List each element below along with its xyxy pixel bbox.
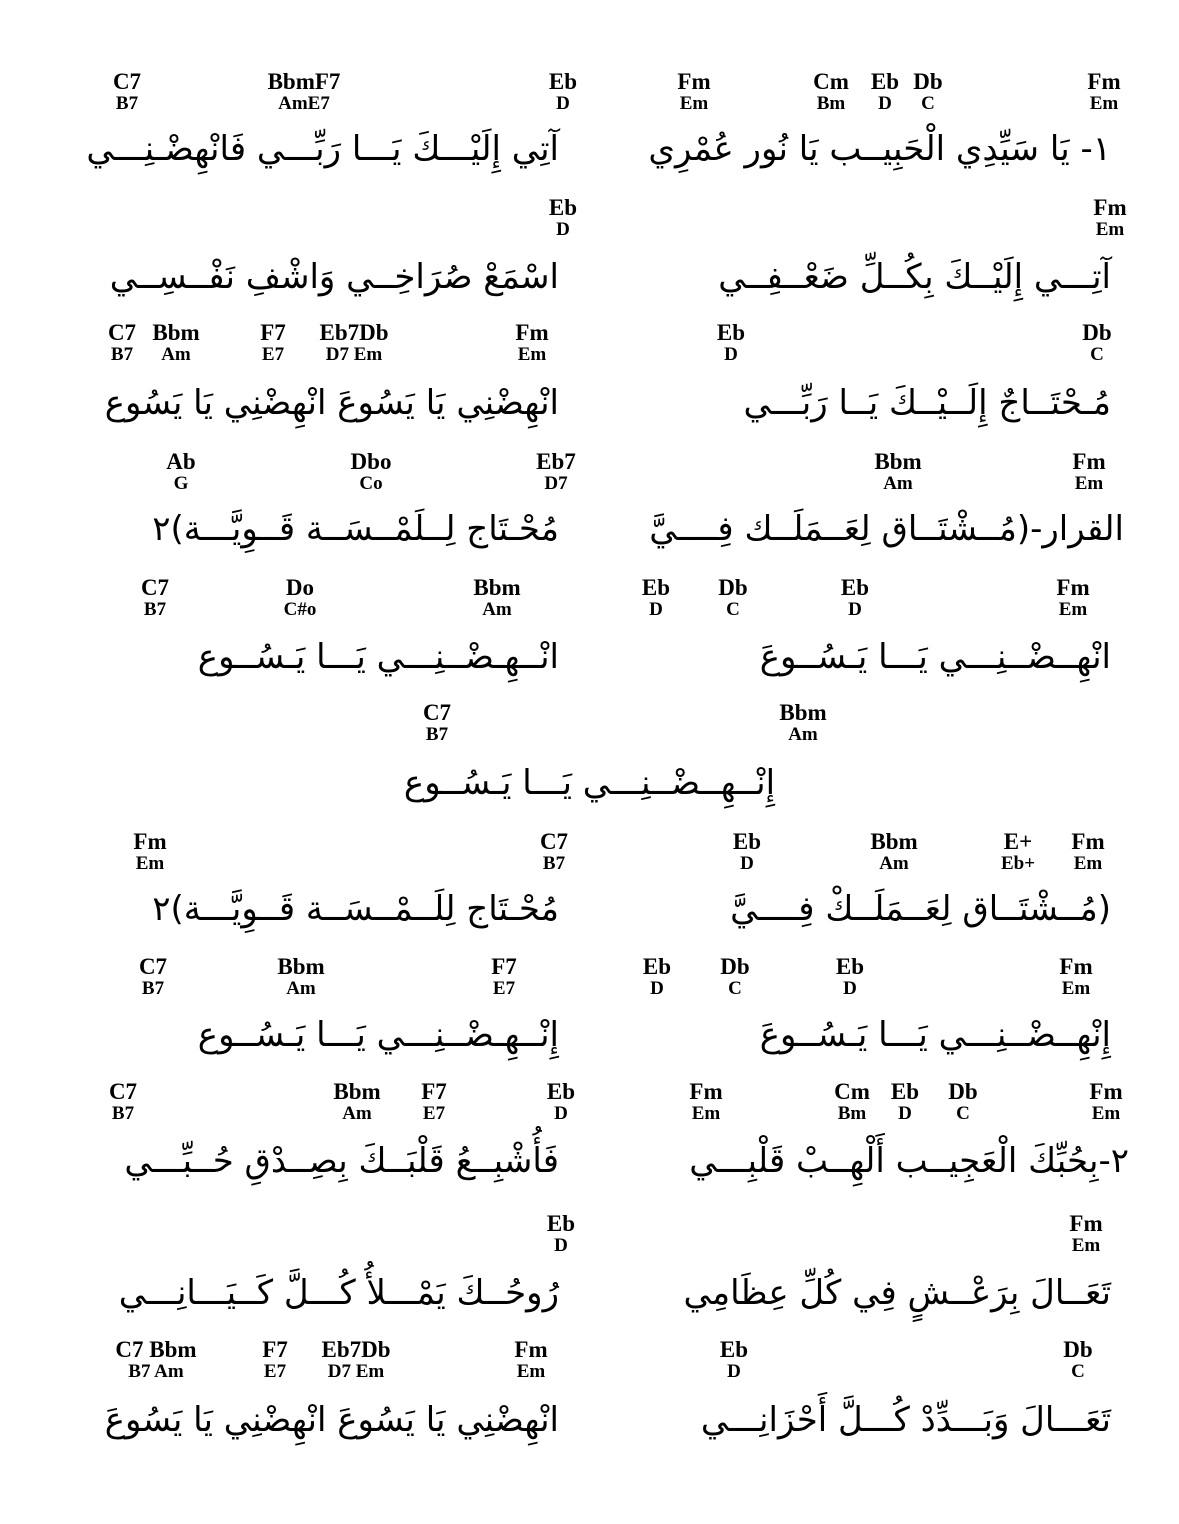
chord-transposed: D <box>740 853 754 874</box>
chord-name: C7 <box>112 69 142 94</box>
lyric-line-right: تَعَـــالَ وَبَـــدِّدْ كُـــلَّ أَحْزَانِـــي <box>700 1400 1111 1440</box>
chord-transposed: D <box>848 599 862 620</box>
chord-transposed: Em <box>1071 1235 1101 1256</box>
chord <box>1069 1212 1102 1255</box>
chord-name: Ab <box>166 449 196 474</box>
chord <box>733 830 761 873</box>
chord-name: Bbm <box>870 829 918 854</box>
chord-transposed: Em <box>517 344 547 365</box>
chord <box>1082 321 1111 364</box>
chord-transposed: D <box>724 344 738 365</box>
chord-name: C7 <box>138 954 168 979</box>
chord <box>141 576 169 619</box>
chord-name: Dbo <box>350 449 392 474</box>
chord-name: C7 <box>108 1079 138 1104</box>
lyric-line-left: إِنْــهِـضْــنِـــي يَـــا يَـسُــوع <box>197 1015 559 1055</box>
chord-transposed: D <box>650 978 664 999</box>
chord <box>166 450 195 493</box>
chord <box>284 576 317 619</box>
chord <box>643 955 671 998</box>
chord-name: Eb7Db <box>319 320 389 345</box>
chord <box>514 1338 547 1381</box>
chord <box>139 955 167 998</box>
chord <box>718 576 747 619</box>
chord-transposed: D <box>649 599 663 620</box>
chord-name: Eb7Db <box>321 1337 391 1362</box>
chord-name: Eb <box>719 1337 749 1362</box>
chord <box>262 1338 288 1381</box>
chord-name: Fm <box>1093 195 1127 220</box>
chord-transposed: D7 Em <box>327 1361 385 1382</box>
chord <box>133 830 166 873</box>
chord <box>536 450 576 493</box>
chord <box>109 1080 137 1123</box>
lyric-line-left: آتِي إِلَيْـــكَ يَـــا رَبِّـــي فَانْهِضْـنِـــي <box>86 129 559 169</box>
lyric-line-right: (مُــشْتَــاق لِعَــمَلَــكْ فِــــيَّ <box>730 889 1111 929</box>
chord <box>1089 1080 1122 1123</box>
chord-name: Fm <box>1071 829 1105 854</box>
chord-transposed: Bm <box>816 93 846 114</box>
chord-transposed: D <box>554 1103 568 1124</box>
chord-transposed: Em <box>1073 853 1103 874</box>
chord-name: Eb <box>548 195 578 220</box>
chord-transposed: Am <box>161 344 191 365</box>
chord <box>277 955 324 998</box>
chord-name: F7 <box>491 954 517 979</box>
chord <box>642 576 670 619</box>
lyric-line-left: رُوحُــكَ يَمْـــلأُ كُـــلَّ كَــيَـــانِـــي <box>118 1273 559 1313</box>
chord-transposed: Eb+ <box>1000 853 1036 874</box>
lyric-line-right: انْهِــضْــنِـــي يَـــا يَـسُــوعَ <box>759 637 1111 677</box>
chord <box>677 70 710 113</box>
chord-name: C7 Bbm <box>115 1337 197 1362</box>
chord-transposed: Am <box>286 978 316 999</box>
lyric-line-left: اسْمَعْ صُرَاخِــي وَاشْفِ نَفْــسِــي <box>109 257 559 297</box>
chord-name: Db <box>913 69 943 94</box>
chord-name: Eb <box>642 954 672 979</box>
lyric-line-center: إِنْــهِــضْــنِـــي يَـــا يَـسُــوع <box>403 763 776 803</box>
chord <box>841 576 869 619</box>
chord <box>515 321 548 364</box>
chord <box>1063 1338 1092 1381</box>
chord-transposed: D7 Em <box>325 344 383 365</box>
chord-transposed: D <box>556 219 570 240</box>
chord-name: Bbm <box>779 700 827 725</box>
chord-transposed: E7 <box>261 344 285 365</box>
chord-transposed: AmE7 <box>278 93 330 114</box>
chord-name: Bbm <box>473 575 521 600</box>
chord-name: Eb <box>890 1079 920 1104</box>
chord-transposed: G <box>173 473 189 494</box>
chord <box>836 955 864 998</box>
chord-name: Fm <box>1087 69 1121 94</box>
chord-transposed: B7 <box>141 978 165 999</box>
chord <box>421 1080 447 1123</box>
chord-name: Eb <box>870 69 900 94</box>
chord <box>260 321 286 364</box>
lyric-line-right: ١- يَا سَيِّدِي الْحَبِيــب يَا نُور عُمْرِي <box>648 129 1111 169</box>
chord-transposed: D <box>554 1235 568 1256</box>
chord <box>1056 576 1089 619</box>
chord-transposed: Am <box>482 599 512 620</box>
chord-name: Bbm <box>874 449 922 474</box>
chord <box>549 70 577 113</box>
chord-name: F7 <box>260 320 286 345</box>
chord-transposed: E7 <box>263 1361 287 1382</box>
chord-transposed: C <box>726 599 740 620</box>
chord-transposed: C <box>1090 344 1104 365</box>
chord-name: Eb <box>546 1079 576 1104</box>
chord <box>913 70 942 113</box>
chord-name: Fm <box>1089 1079 1123 1104</box>
chord-transposed: D <box>843 978 857 999</box>
lyric-line-right: ٢-بِحُبِّكَ الْعَجِيــب أَلْهِــبْ قَلْبِـــي <box>689 1141 1129 1181</box>
chord <box>720 955 749 998</box>
lyric-line-right: آتِـــي إِلَيْــكَ بِكُــلِّ ضَعْــفِــي <box>718 257 1111 297</box>
chord <box>321 1338 390 1381</box>
lyric-line-right: تَعَــالَ بِرَعْــشٍ فِي كُلِّ عِظَامِي <box>683 1273 1111 1313</box>
chord <box>948 1080 977 1123</box>
chord-name: Fm <box>133 829 167 854</box>
chord <box>717 321 745 364</box>
chord <box>689 1080 722 1123</box>
chord <box>549 196 577 239</box>
chord <box>473 576 520 619</box>
chord-name: Eb <box>546 1211 576 1236</box>
chord-name: Fm <box>515 320 549 345</box>
chord <box>1072 450 1105 493</box>
chord-name: Bbm <box>277 954 325 979</box>
chord-transposed: Co <box>359 473 383 494</box>
chord <box>1093 196 1126 239</box>
chord-transposed: D7 <box>544 473 568 494</box>
chord-name: F7 <box>262 1337 288 1362</box>
lyric-line-right: إِنْهِــضْــنِـــي يَـــا يَـسُــوعَ <box>759 1015 1111 1055</box>
chord <box>423 701 451 744</box>
chord-name: Fm <box>1056 575 1090 600</box>
chord <box>813 70 849 113</box>
chord <box>779 701 826 744</box>
lyric-line-left: مُحْـتَاج لِــلَمْــسَــة قَــوِيَّـــة)٢ <box>152 509 559 549</box>
chord-name: Db <box>948 1079 978 1104</box>
chord-transposed: C <box>956 1103 970 1124</box>
chord <box>1059 955 1092 998</box>
chord-name: Cm <box>813 69 849 94</box>
chord <box>1071 830 1104 873</box>
chord-name: Eb <box>840 575 870 600</box>
chord-name: Eb <box>732 829 762 854</box>
chord-transposed: Em <box>516 1361 546 1382</box>
chord-transposed: C <box>728 978 742 999</box>
chord <box>547 1212 575 1255</box>
chord-name: Fm <box>1069 1211 1103 1236</box>
chord-name: E+ <box>1003 829 1033 854</box>
chord-transposed: C <box>1071 1361 1085 1382</box>
chord <box>113 70 141 113</box>
chord-name: Fm <box>677 69 711 94</box>
chord-name: Do <box>285 575 315 600</box>
chord <box>874 450 921 493</box>
chord-transposed: Em <box>1058 599 1088 620</box>
chord-transposed: B7 <box>425 724 449 745</box>
chord-transposed: Em <box>679 93 709 114</box>
chord <box>871 70 899 113</box>
chord <box>351 450 392 493</box>
chord <box>547 1080 575 1123</box>
chord <box>333 1080 380 1123</box>
chord-transposed: Em <box>1089 93 1119 114</box>
lyric-line-right: القرار-(مُــشْتَــاق لِعَــمَلَــك فِــــيَّ <box>649 509 1124 549</box>
chord-transposed: Am <box>788 724 818 745</box>
chord-transposed: B7 <box>110 344 134 365</box>
chord-transposed: Em <box>1095 219 1125 240</box>
chord-name: Fm <box>514 1337 548 1362</box>
chord-name: C7 <box>140 575 170 600</box>
chord-name: C7 <box>422 700 452 725</box>
chord-name: Bbm <box>333 1079 381 1104</box>
chord-transposed: Bm <box>837 1103 867 1124</box>
chord-transposed: Em <box>691 1103 721 1124</box>
chord-transposed: B7 <box>542 853 566 874</box>
chord-name: Eb <box>548 69 578 94</box>
chord-name: C7 <box>107 320 137 345</box>
chord <box>108 321 136 364</box>
chord <box>491 955 517 998</box>
chord-transposed: B7 Am <box>128 1361 184 1382</box>
chord <box>834 1080 870 1123</box>
chord <box>1087 70 1120 113</box>
chord <box>870 830 917 873</box>
chord <box>319 321 388 364</box>
chord-transposed: C#o <box>283 599 317 620</box>
chord-name: Eb7 <box>536 449 576 474</box>
chord <box>268 70 341 113</box>
chord-name: Fm <box>1059 954 1093 979</box>
lyric-line-left: انْهِضْنِي يَا يَسُوعَ انْهِضْنِي يَا يَسُوع <box>104 383 559 423</box>
chord-transposed: Am <box>883 473 913 494</box>
chord <box>1001 830 1035 873</box>
chord-name: Db <box>1063 1337 1093 1362</box>
chord-transposed: C <box>921 93 935 114</box>
chord-transposed: E7 <box>492 978 516 999</box>
chord-transposed: Am <box>342 1103 372 1124</box>
chord-transposed: B7 <box>115 93 139 114</box>
chord <box>891 1080 919 1123</box>
chord-name: Eb <box>716 320 746 345</box>
chord-transposed: Em <box>1061 978 1091 999</box>
chord-transposed: E7 <box>422 1103 446 1124</box>
chord-transposed: D <box>556 93 570 114</box>
chord-name: Db <box>720 954 750 979</box>
chord-transposed: D <box>878 93 892 114</box>
chord-transposed: Am <box>879 853 909 874</box>
chord-name: C7 <box>539 829 569 854</box>
chord <box>720 1338 748 1381</box>
chord-name: BbmF7 <box>267 69 341 94</box>
chord-name: Db <box>718 575 748 600</box>
chord-name: Eb <box>835 954 865 979</box>
chord-name: Fm <box>689 1079 723 1104</box>
lyric-line-left: انْهِضْنِي يَا يَسُوعَ انْهِضْنِي يَا يَسُوعَ <box>104 1400 559 1440</box>
chord-name: Bbm <box>152 320 200 345</box>
chord-name: Db <box>1082 320 1112 345</box>
chord <box>115 1338 196 1381</box>
chord-name: Fm <box>1072 449 1106 474</box>
chord <box>152 321 199 364</box>
chord-transposed: B7 <box>111 1103 135 1124</box>
chord-transposed: Em <box>135 853 165 874</box>
chord-transposed: D <box>727 1361 741 1382</box>
chord-transposed: D <box>898 1103 912 1124</box>
chord-name: Cm <box>834 1079 870 1104</box>
chord-name: F7 <box>421 1079 447 1104</box>
chord <box>540 830 568 873</box>
lyric-line-left: فَأُشْبِــعُ قَلْبَــكَ بِصِــدْقِ حُــبِّـــي <box>124 1141 559 1181</box>
chord-transposed: Em <box>1091 1103 1121 1124</box>
chord-name: Eb <box>641 575 671 600</box>
chord-transposed: Em <box>1074 473 1104 494</box>
lyric-line-left: انْــهِـضْــنِـــي يَـــا يَـسُــوع <box>197 637 559 677</box>
lyric-line-left: مُحْـتَاج لِلَــمْــسَــة قَــوِيَّـــة)٢ <box>152 889 559 929</box>
chord-transposed: B7 <box>143 599 167 620</box>
lyric-line-right: مُـحْتَــاجٌ إِلَــيْــكَ يَــا رَبِّـــي <box>743 383 1111 423</box>
